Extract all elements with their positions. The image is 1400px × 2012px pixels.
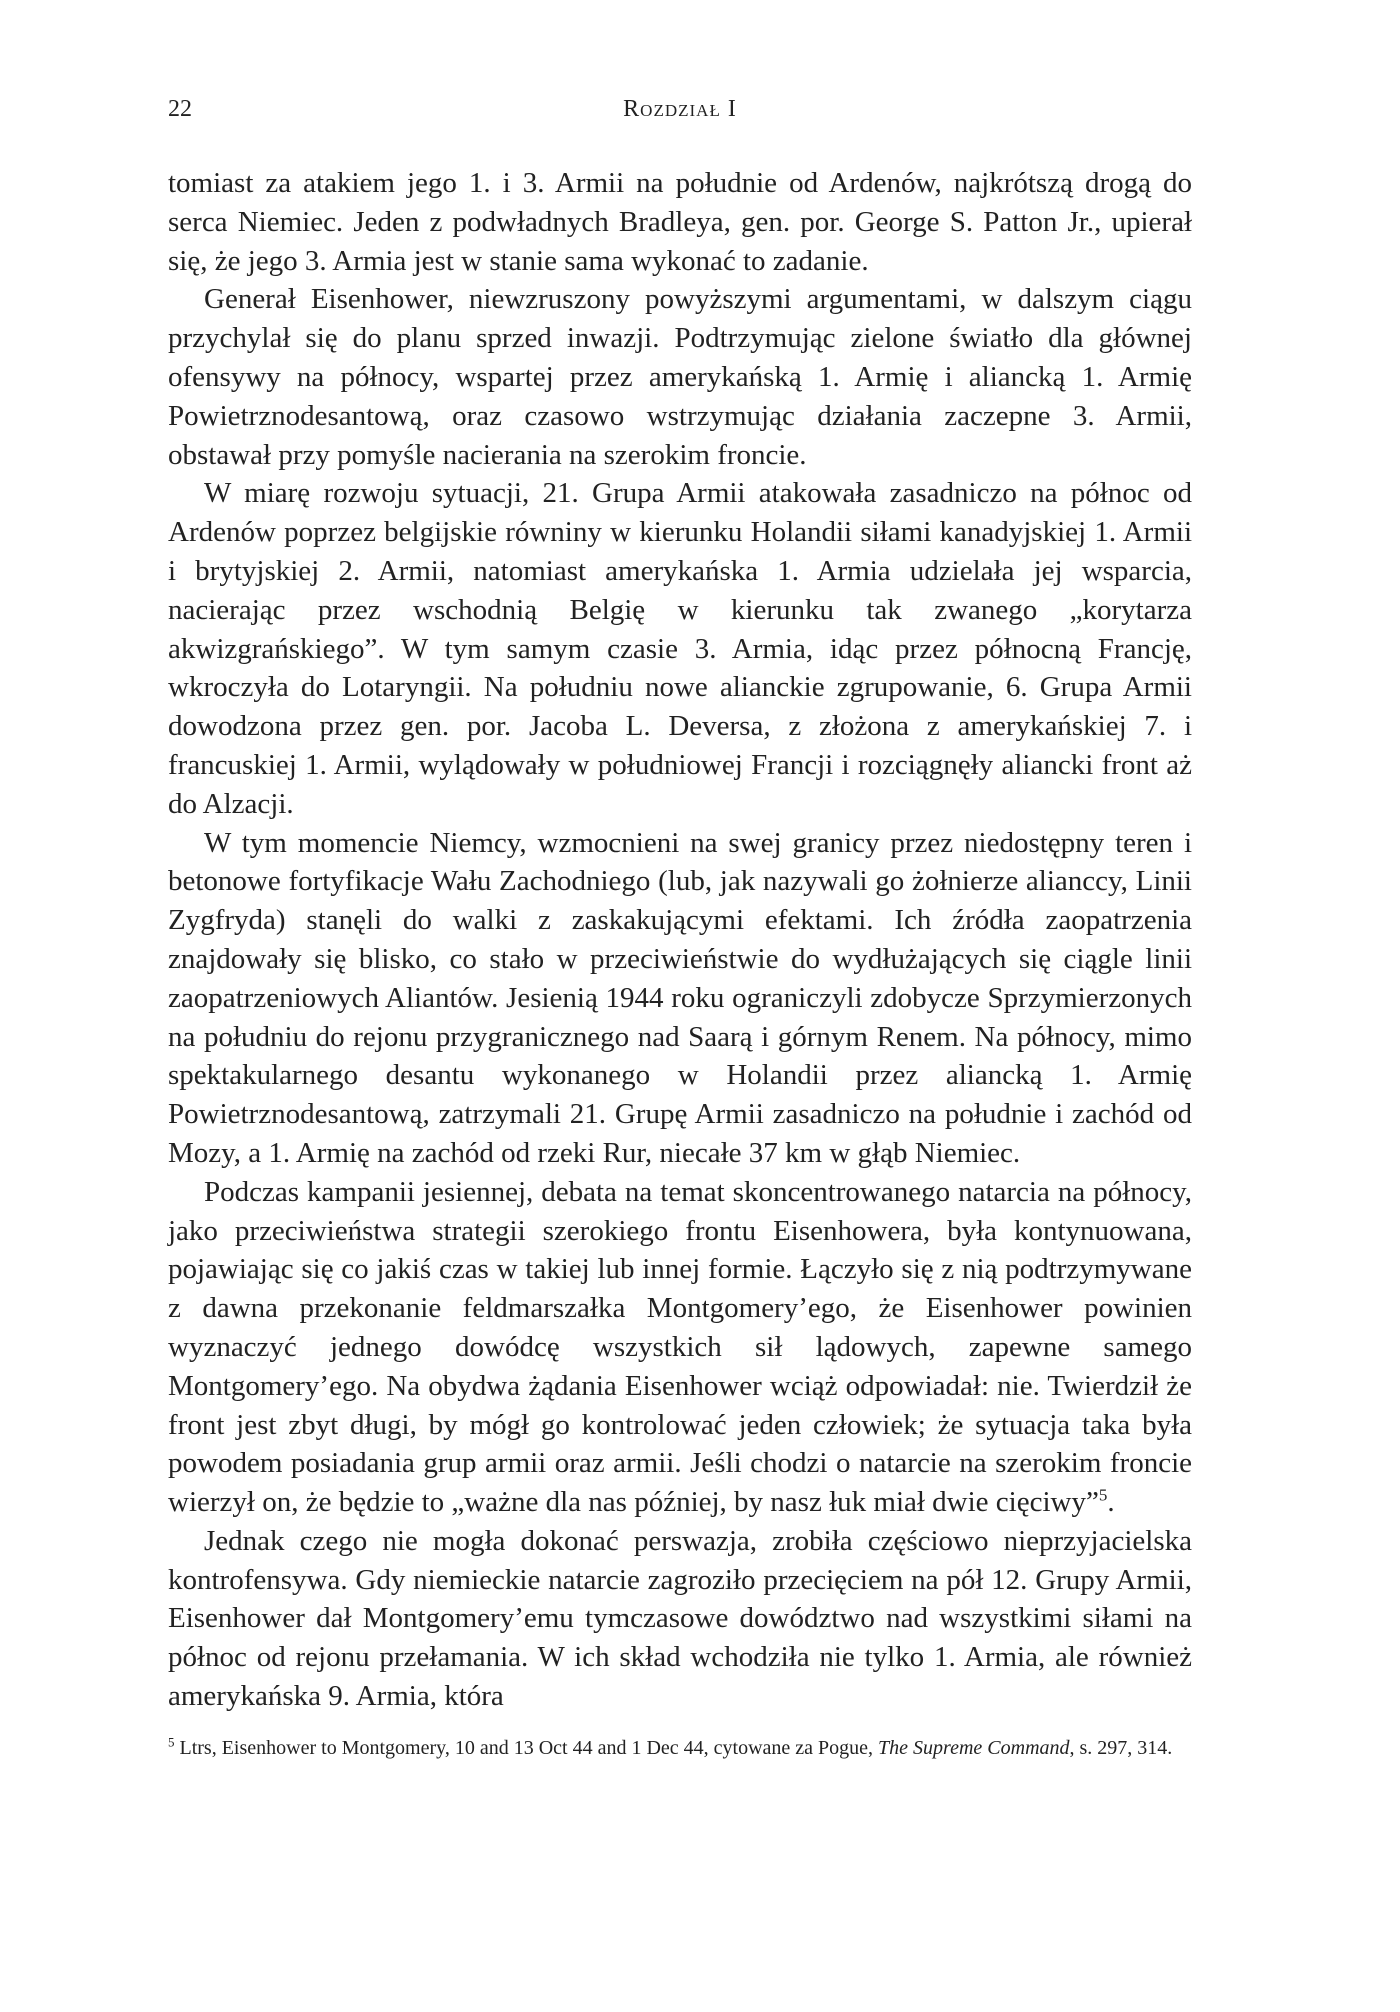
paragraph-5: Podczas kampanii jesiennej, debata na temat skoncentrowanego natarcia na północy, jako przeciwieństwa strategii szerokiego frontu Eisenhowera, była kontynuowana, pojawiając się co jakiś czas w takiej lub innej formie. Łączyło się z nią podtrzymywane z dawna przekonanie feldmarszałka Montgomery’ego, że Eisenhower powinien wyznaczyć jednego dowódcę wszystkich sił lądowych, zapewne samego Montgomery’ego. Na obydwa żądania Eisenhower wciąż odpowiadał: nie. Twierdził że front jest zbyt długi, by mógł go kontrolować jeden człowiek; że sytuacja taka była powodem posiadania grup armii oraz armii. Jeśli chodzi o natarcie na szerokim froncie wierzył on, że będzie to „ważne dla nas później, by nasz łuk miał dwie cięciwy”$^5$. — [168, 1175, 1192, 1519]
page-number: 22 — [168, 96, 192, 122]
paragraph-3: W miarę rozwoju sytuacji, 21. Grupa Armii atakowała zasadniczo na północ od Ardenów poprzez belgijskie równiny w kierunku Holandii siłami kanadyjskiej 1. Armii i brytyjskiej 2. Armii, natomiast amerykańska 1. Armia udzielała jej wsparcia, nacierając przez wschodnią Belgię w kierunku tak zwanego „korytarza akwizgrańskiego”. W tym samym czasie 3. Armia, idąc przez północną Francję, wkroczyła do Lotaryngii. Na południu nowe alianckie zgrupowanie, 6. Grupa Armii dowodzona przez gen. por. Jacoba L. Deversa, z złożona z amerykańskiej 7. i francuskiej 1. Armii, wylądowały w południowej Francji i rozciągnęły aliancki front aż do Alzacji. — [168, 477, 1192, 820]
running-head — [168, 96, 1192, 136]
footnote-text-before: Ltrs, Eisenhower to Montgomery, 10 and 13 Oct 44 and 1 Dec 44, cytowane za Pogue, — [179, 1736, 879, 1759]
body-text — [168, 164, 1192, 1716]
paragraph-2: Generał Eisenhower, niewzruszony powyższymi argumentami, w dalszym ciągu przychylał się do planu sprzed inwazji. Podtrzymując zielone światło dla głównej ofensywy na północy, wspartej przez amerykańską 1. Armię i aliancką 1. Armię Powietrznodesantową, oraz czasowo wstrzymując działania zaczepne 3. Armii, obstawał przy pomyśle nacierania na szerokim froncie. — [168, 283, 1192, 471]
paragraph-5-text: Podczas kampanii jesiennej, debata na temat skoncentrowanego natarcia na północy, jako przeciwieństwa strategii szerokiego frontu Eisenhowera, była kontynuowana, pojawiając się co jakiś czas w takiej lub innej formie. Łączyło się z nią podtrzymywane z dawna przekonanie feldmarszałka Montgomery’ego, że Eisenhower powinien wyznaczyć jednego dowódcę wszystkich sił lądowych, zapewne samego Montgomery’ego. Na obydwa żądania Eisenhower wciąż odpowiadał: nie. Twierdził że front jest zbyt długi, by mógł go kontrolować jeden człowiek; że sytuacja taka była powodem posiadania grup armii oraz armii. Jeśli chodzi o natarcie na szerokim froncie wierzył on, że będzie to „ważne dla nas później, by nasz łuk miał dwie cięciwy” — [168, 1175, 1192, 1519]
paragraph-1: tomiast za atakiem jego 1. i 3. Armii na południe od Ardenów, najkrótszą drogą do serca Niemiec. Jeden z podwładnych Bradleya, gen. por. George S. Patton Jr., upierał się, że jego 3. Armia jest w stanie sama wykonać to zadanie. — [168, 167, 1192, 277]
footnote — [168, 1734, 1192, 1762]
footnote-text-after: , s. 297, 314. — [1069, 1736, 1173, 1759]
paragraph-4: W tym momencie Niemcy, wzmocnieni na swej granicy przez niedostępny teren i betonowe fortyfikacje Wału Zachodniego (lub, jak nazywali go żołnierze alianccy, Linii Zygfryda) stanęli do walki z zaskakującymi efektami. Ich źródła zaopatrzenia znajdowały się blisko, co stało w przeciwieństwie do wydłużających się ciągle linii zaopatrzeniowych Aliantów. Jesienią 1944 roku ograniczyli zdobycze Sprzymierzonych na południu do rejonu przygranicznego nad Saarą i górnym Renem. Na północy, mimo spektakularnego desantu wykonanego w Holandii przez aliancką 1. Armię Powietrznodesantową, zatrzymali 21. Grupę Armii zasadniczo na południe i zachód od Mozy, a 1. Armię na zachód od rzeki Rur, niecałe 37 km w głąb Niemiec. — [168, 826, 1192, 1169]
footnote-reference: 5 — [1098, 1485, 1108, 1505]
chapter-title: Rozdział I — [623, 96, 737, 122]
paragraph-6: Jednak czego nie mogła dokonać perswazja, zrobiła częściowo nieprzyjacielska kontrofensywa. Gdy niemieckie natarcie zagroziło przecięciem na pół 12. Grupy Armii, Eisenhower dał Montgomery’emu tymczasowe dowództwo nad wszystkimi siłami na północ od rejonu przełamania. W ich skład wchodziła nie tylko 1. Armia, ale również amerykańska 9. Armia, która — [168, 1524, 1192, 1713]
footnote-marker: 5 — [168, 1734, 175, 1750]
footnote-title: The Supreme Command — [878, 1736, 1070, 1759]
book-page — [168, 96, 1192, 1762]
